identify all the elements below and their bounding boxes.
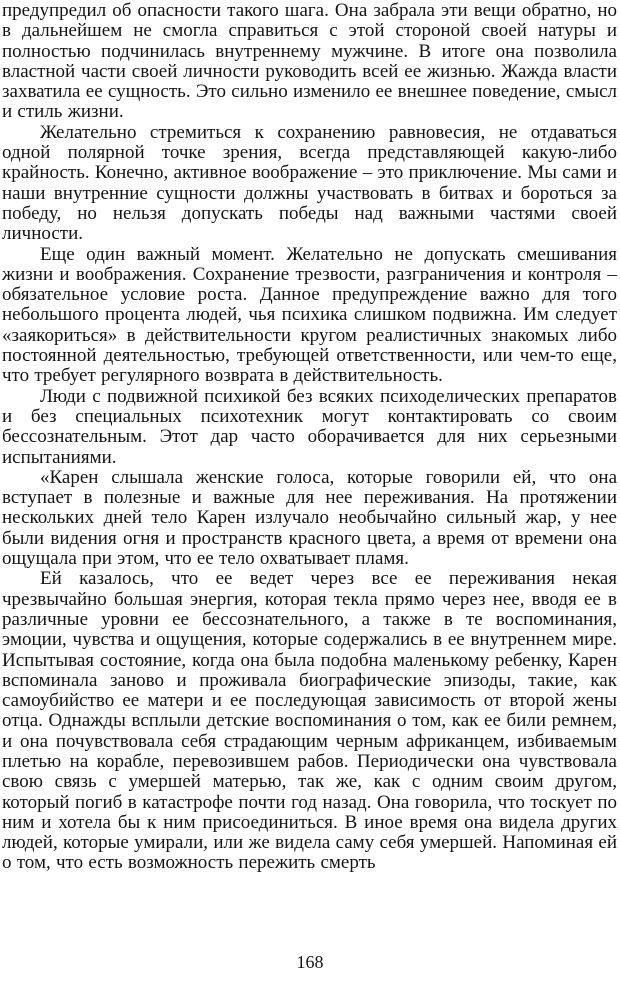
paragraph-quote-start: «Карен слышала женские голоса, которые говорили ей, что она вступает в полезные и важные для нее переживания. На протяжении нескольких дней тело Карен излучало необычайно сильный жар, у нее были видения огня и пространств красного цвета, а время от времени она ощущала при этом, что ее тело охватывает пламя. bbox=[2, 466, 617, 570]
book-page-text bbox=[2, 1, 617, 874]
paragraph: Люди с подвижной психикой без всяких психоделических препаратов и без специальных психотехник могут контактировать со своим бессознательным. Этот дар часто оборачивается для них серьезными испытаниями. bbox=[2, 385, 617, 468]
paragraph-continuation: предупредил об опасности такого шага. Она забрала эти вещи обратно, но в дальнейшем не смогла справиться с этой стороной своей натуры и полностью подчинилась внутреннему мужчине. В итоге она позволила властной части своей личности руководить всей ее жизнью. Жажда власти захватила ее сущность. Это сильно изменило ее внешнее поведение, смысл и стиль жизни. bbox=[2, 0, 617, 123]
paragraph: Еще один важный момент. Желательно не допускать смешивания жизни и воображения. Сохранение трезвости, разграничения и контроля – обязательное условие роста. Данное предупреждение важно для того небольшого процента людей, чья психика слишком подвижна. Им следует «заякориться» в действительности кругом реалистичных знакомых либо постоянной деятельностью, требующей ответственности, или чем-то еще, что требует регулярного возврата в действительность. bbox=[2, 243, 617, 387]
page-number: 168 bbox=[296, 952, 324, 972]
paragraph: Желательно стремиться к сохранению равновесия, не отдаваться одной полярной точке зрения, всегда представляющей какую-либо крайность. Конечно, активное воображение – это приключение. Мы сами и наши внутренние сущности должны участвовать в битвах и бороться за победу, но нельзя допускать победы над важными частями своей личности. bbox=[2, 121, 617, 245]
paragraph: Ей казалось, что ее ведет через все ее переживания некая чрезвычайно большая энергия, которая текла прямо через нее, вводя ее в различные уровни ее бессознательного, а также в те воспоминания, эмоции, чувства и ощущения, которые содержались в ее внутреннем мире. Испытывая состояние, когда она была подобна маленькому ребенку, Карен вспоминала заново и проживала биографические эпизоды, такие, как самоубийство ее матери и ее последующая зависимость от второй жены отца. Однажды всплыли детские воспоминания о том, как ее били ремнем, и она почувствовала себя страдающим черным африканцем, избиваемым плетью на корабле, перевозившем рабов. Периодически она чувствовала свою связь с умершей матерью, так же, как с одним своим другом, который погиб в катастрофе почти год назад. Она говорила, что тоскует по ним и хотела бы к ним присоединиться. В иное время она видела других людей, которые умирали, или же видела саму себя умершей. Напоминая ей о том, что есть возможность пережить смерть bbox=[2, 568, 617, 874]
